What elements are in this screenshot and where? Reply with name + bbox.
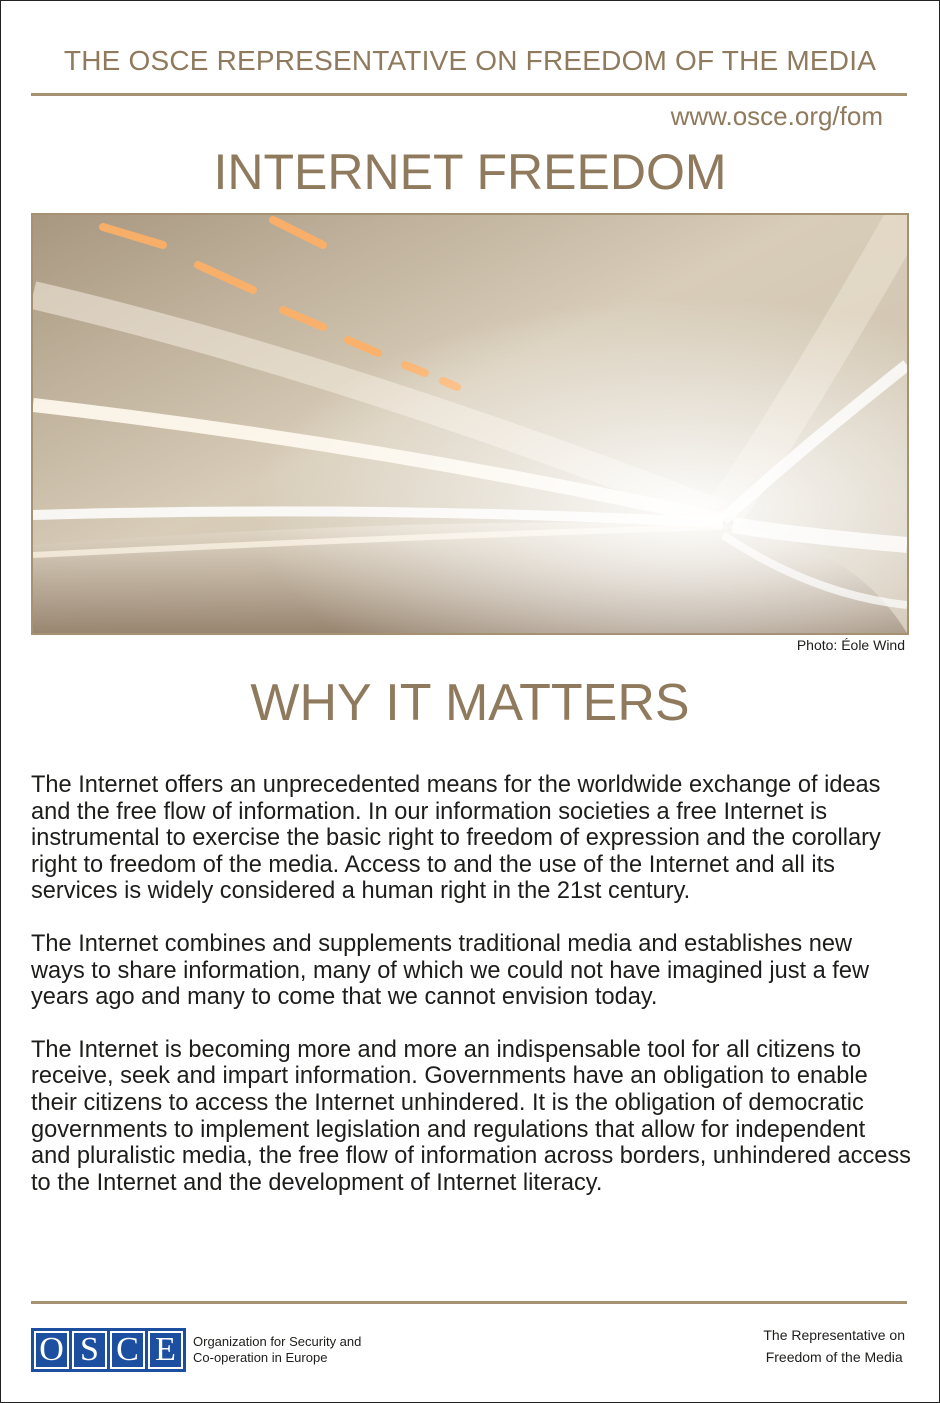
section-title: WHY IT MATTERS: [250, 674, 690, 732]
header-divider: [31, 93, 907, 96]
footer-divider: [31, 1301, 907, 1304]
logo-letter: S: [72, 1331, 107, 1369]
paragraph-2: The Internet combines and supplements traditional media and establishes new ways to share information, many of which we could not have imagined just a few years ago and many to come that we cannot envision today.: [31, 930, 870, 1011]
organization-title: THE OSCE REPRESENTATIVE ON FREEDOM OF THE MEDIA: [63, 45, 877, 76]
organization-name: [193, 1334, 361, 1366]
website-link[interactable]: www.osce.org/fom: [670, 101, 883, 131]
paragraph-1: The Internet offers an unprecedented means for the worldwide exchange of ideas and the free flow of information. In our information societies a free Internet is instrumental to exercise the basic right to freedom of expression and the corollary right to freedom of the media. Access to and the use of the Internet and all its services is widely considered a human right in the 21st century.: [31, 772, 881, 905]
page-title: INTERNET FREEDOM: [213, 144, 727, 200]
osce-logo-mark: [31, 1328, 186, 1372]
organization-name-line-1: Organization for Security and: [193, 1334, 362, 1349]
body-text: [31, 772, 911, 1222]
representative-label: [763, 1324, 905, 1368]
paragraph-3: The Internet is becoming more and more an indispensable tool for all citizens to receive, seek and impart information. Governments have an obligation to enable their citizens to access the Internet unhindered. It is the obligation of democratic governments to implement legislation and regulations that allow for independent and pluralistic media, the free flow of information across borders, unhindered access to the Internet and the development of Internet literacy.: [31, 1036, 911, 1196]
tunnel-photo: [31, 213, 909, 635]
logo-letter: E: [148, 1331, 183, 1369]
photo-credit: Photo: Éole Wind: [796, 637, 905, 653]
organization-name-line-2: Co-operation in Europe: [193, 1350, 328, 1365]
osce-logo[interactable]: [31, 1328, 361, 1372]
logo-letter: C: [110, 1331, 145, 1369]
representative-line-2: Freedom of the Media: [765, 1349, 903, 1365]
representative-line-1: The Representative on: [763, 1327, 905, 1343]
logo-letter: O: [34, 1331, 69, 1369]
